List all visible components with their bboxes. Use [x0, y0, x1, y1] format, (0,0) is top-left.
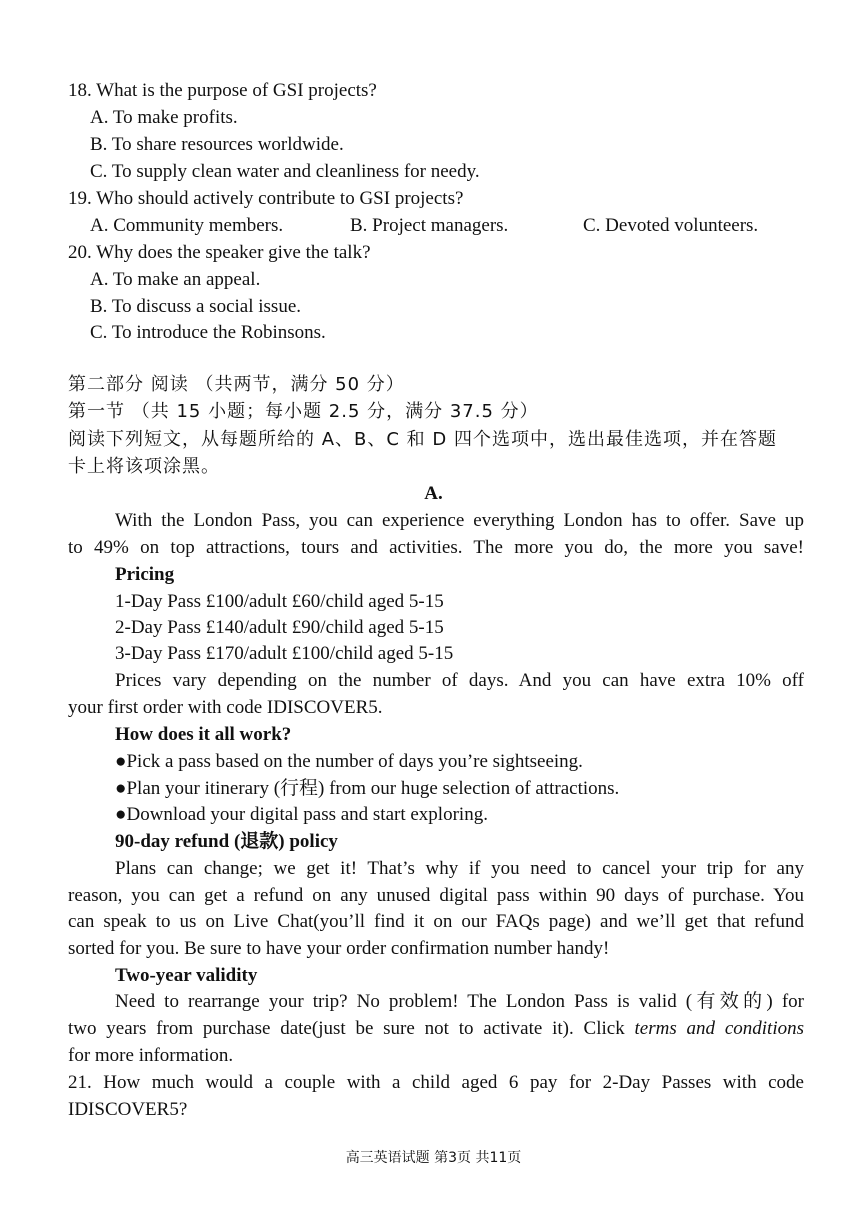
- step-item: ●Pick a pass based on the number of days you’re sightseeing.: [115, 751, 583, 772]
- refund-line-3: can speak to us on Live Chat(you’ll find it on our FAQs page) and we’ll get that refund: [68, 911, 804, 932]
- validity-line-3: for more information.: [68, 1045, 234, 1066]
- refund-line-1: Plans can change; we get it! That’s why if you need to cancel your trip for any: [115, 858, 804, 879]
- page-footer: 高三英语试题 第3页 共11页: [345, 1150, 522, 1166]
- question-21-stem-line-1: 21. How much would a couple with a child aged 6 pay for 2-Day Passes with code: [68, 1072, 804, 1093]
- step-item: ●Download your digital pass and start exploring.: [115, 804, 488, 825]
- question-19-option-c: C. Devoted volunteers.: [583, 215, 759, 236]
- refund-line-4: sorted for you. Be sure to have your order confirmation number handy!: [68, 938, 610, 959]
- passage-label: A.: [424, 483, 443, 504]
- section-sub-heading: 第一节 （共 15 小题；每小题 2.5 分，满分 37.5 分）: [68, 401, 539, 422]
- question-18-option-a: A. To make profits.: [90, 107, 238, 128]
- question-18-option-b: B. To share resources worldwide.: [90, 134, 344, 155]
- question-19-stem: 19. Who should actively contribute to GSI projects?: [68, 188, 464, 209]
- question-19-option-b: B. Project managers.: [350, 215, 509, 236]
- question-20-stem: 20. Why does the speaker give the talk?: [68, 242, 371, 263]
- section-instruction-line-2: 卡上将该项涂黑。: [68, 456, 220, 477]
- validity-line-1: Need to rearrange your trip? No problem! The London Pass is valid (有效的) for: [115, 991, 804, 1012]
- pricing-heading: Pricing: [115, 564, 175, 585]
- refund-line-2: reason, you can get a refund on any unused digital pass within 90 days of purchase. You: [68, 885, 804, 906]
- section-part-heading: 第二部分 阅读 （共两节，满分 50 分）: [68, 374, 405, 395]
- prices-note-line-2: your first order with code IDISCOVER5.: [68, 697, 383, 718]
- passage-intro-line-2: to 49% on top attractions, tours and activities. The more you do, the more you save!: [68, 537, 804, 558]
- question-20-option-c: C. To introduce the Robinsons.: [90, 322, 326, 343]
- passage-intro-line-1: With the London Pass, you can experience everything London has to offer. Save up: [115, 510, 804, 531]
- section-instruction-line-1: 阅读下列短文，从每题所给的 A、B、C 和 D 四个选项中，选出最佳选项，并在答题: [68, 429, 777, 450]
- question-18-stem: 18. What is the purpose of GSI projects?: [68, 80, 377, 101]
- question-18-option-c: C. To supply clean water and cleanliness for needy.: [90, 161, 480, 182]
- prices-note-line-1: Prices vary depending on the number of days. And you can have extra 10% off: [115, 670, 804, 691]
- price-row: 3-Day Pass £170/adult £100/child aged 5-15: [115, 643, 454, 664]
- how-it-works-heading: How does it all work?: [115, 724, 292, 745]
- refund-policy-heading: 90-day refund (退款) policy: [115, 831, 338, 852]
- price-row: 2-Day Pass £140/adult £90/child aged 5-15: [115, 617, 444, 638]
- terms-and-conditions-link[interactable]: terms and conditions: [634, 1018, 804, 1039]
- validity-heading: Two-year validity: [115, 965, 258, 986]
- validity-line-2-text: two years from purchase date(just be sure not to activate it). Click: [68, 1018, 635, 1039]
- question-20-option-a: A. To make an appeal.: [90, 269, 261, 290]
- price-row: 1-Day Pass £100/adult £60/child aged 5-15: [115, 591, 444, 612]
- question-19-option-a: A. Community members.: [90, 215, 284, 236]
- step-item: ●Plan your itinerary (行程) from our huge selection of attractions.: [115, 778, 620, 799]
- question-20-option-b: B. To discuss a social issue.: [90, 296, 302, 317]
- validity-line-2: [68, 1017, 804, 1041]
- question-21-stem-line-2: IDISCOVER5?: [68, 1099, 188, 1120]
